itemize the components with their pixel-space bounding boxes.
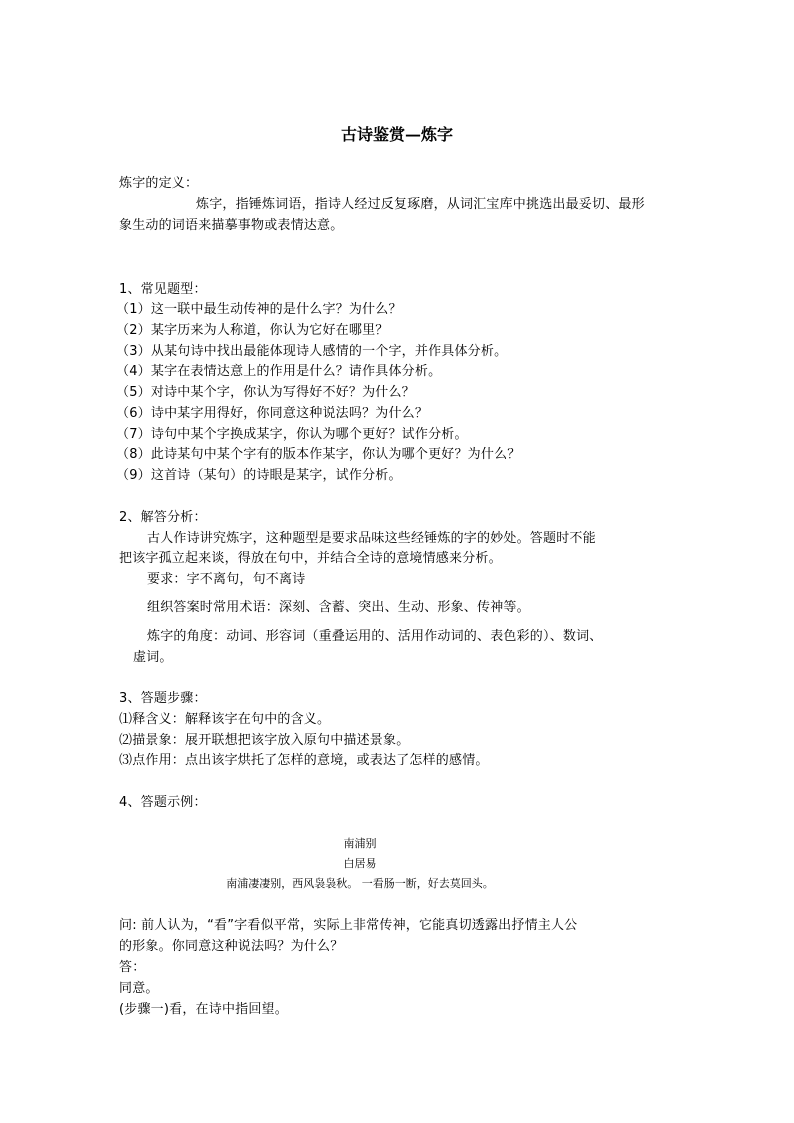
- question-type-item: （5）对诗中某个字，你认为写得好不好？为什么？: [116, 385, 415, 400]
- section1-heading: 1、常见题型：: [119, 282, 207, 297]
- answer-step: ⑶点作用：点出该字烘托了怎样的意境，或表达了怎样的感情。: [119, 753, 489, 768]
- question-type-item: （2）某字历来为人称道，你认为它好在哪里？: [116, 323, 389, 338]
- poem-title: 南浦别: [343, 837, 377, 850]
- question-type-item: （8）此诗某句中某个字有的版本作某字，你认为哪个更好？为什么？: [116, 447, 521, 462]
- section4-heading: 4、答题示例：: [119, 795, 207, 810]
- example-question-line-1: 问: 前人认为，“看”字看似平常，实际上非常传神，它能真切透露出抒情主人公: [119, 918, 578, 933]
- question-type-item: （1）这一联中最生动传神的是什么字？为什么？: [116, 302, 402, 317]
- poem-author: 白居易: [343, 857, 377, 870]
- answer-line-2: (步骤一)看，在诗中指回望。: [119, 1002, 288, 1017]
- question-type-item: （4）某字在表情达意上的作用是什么？请作具体分析。: [116, 364, 442, 379]
- page-title: 古诗鉴赏—炼字: [340, 125, 453, 144]
- poem-text: 南浦凄凄别，西风袅袅秋。 一看肠一断，好去莫回头。: [226, 877, 494, 890]
- question-type-item: （3）从某句诗中找出最能体现诗人感情的一个字，并作具体分析。: [116, 344, 508, 359]
- question-type-item: （9）这首诗（某句）的诗眼是某字，试作分析。: [116, 468, 402, 483]
- angle-line-1: 炼字的角度：动词、形容词（重叠运用的、活用作动词的、表色彩的）、数词、: [147, 629, 603, 644]
- section3-heading: 3、答题步骤：: [119, 691, 207, 706]
- definition-line-1: 炼字，指锤炼词语，指诗人经过反复琢磨，从词汇宝库中挑选出最妥切、最形: [196, 197, 645, 212]
- angle-line-2: 虚词。: [133, 650, 173, 665]
- requirement-text: 要求：字不离句，句不离诗: [147, 572, 306, 587]
- section2-heading: 2、解答分析：: [119, 510, 207, 525]
- answer-label: 答：: [119, 960, 146, 975]
- example-question-line-2: 的形象。你同意这种说法吗？为什么？: [119, 939, 344, 954]
- question-type-item: （6）诗中某字用得好，你同意这种说法吗？为什么？: [116, 406, 429, 421]
- question-type-item: （7）诗句中某个字换成某字，你认为哪个更好？试作分析。: [116, 427, 468, 442]
- analysis-paragraph-line-2: 把该字孤立起来谈，得放在句中，并结合全诗的意境情感来分析。: [119, 551, 502, 566]
- answer-step: ⑵描景象：展开联想把该字放入原句中描述景象。: [119, 733, 410, 748]
- common-terms-text: 组织答案时常用术语：深刻、含蓄、突出、生动、形象、传神等。: [147, 600, 530, 615]
- analysis-paragraph-line-1: 古人作诗讲究炼字，这种题型是要求品味这些经锤炼的字的妙处。答题时不能: [147, 531, 596, 546]
- answer-step: ⑴释含义：解释该字在句中的含义。: [119, 712, 331, 727]
- definition-line-2: 象生动的词语来描摹事物或表情达意。: [119, 218, 344, 233]
- answer-line-1: 同意。: [119, 981, 159, 996]
- definition-heading: 炼字的定义：: [119, 176, 199, 191]
